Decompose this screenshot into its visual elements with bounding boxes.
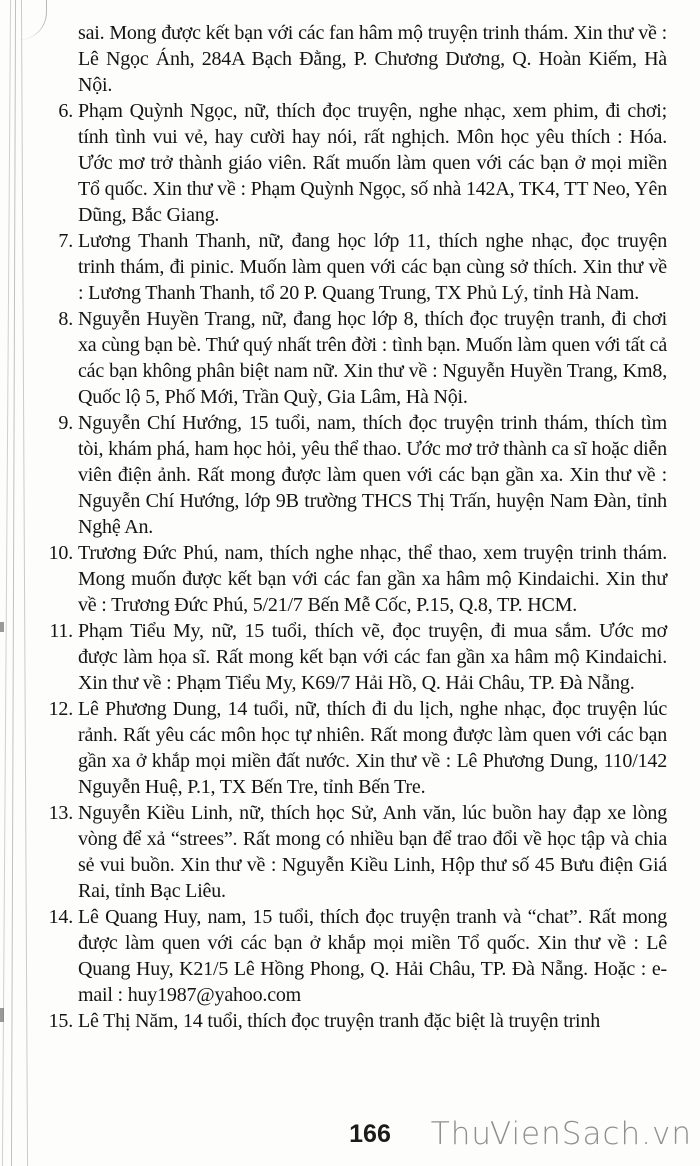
entry-text: Lương Thanh Thanh, nữ, đang học lớp 11, thích nghe nhạc, đọc truyện trinh thám, đi pinic. Muốn làm quen với các bạn cùng sở thích. Xin thư về : Lương Thanh Thanh, tổ 20 P. Quang Trung, TX Phủ Lý, tỉnh Hà Nam. (78, 230, 667, 304)
entry-number: 13. (48, 802, 73, 824)
list-entry (45, 228, 667, 306)
page-number: 166 (349, 1120, 391, 1148)
list-entry (45, 410, 667, 540)
scan-artifact-line (2, 0, 11, 1166)
scan-artifact-mark (0, 1008, 4, 1022)
entry-number: 6. (58, 100, 73, 122)
list-entry (45, 540, 667, 618)
entry-number: 11. (49, 620, 73, 642)
list-entry (45, 306, 667, 410)
entry-number: 12. (48, 698, 73, 720)
entry-number: 7. (58, 230, 73, 252)
entry-text: Nguyễn Huyền Trang, nữ, đang học lớp 8, thích đọc truyện tranh, đi chơi xa cùng bạn bè. Thứ quý nhất trên đời : tình bạn. Muốn làm quen với tất cả các bạn không phân biệt nam nữ. Xin thư về : Nguyễn Huyền Trang, Km8, Quốc lộ 5, Phố Mới, Trần Quỳ, Gia Lâm, Hà Nội. (78, 308, 667, 408)
scan-artifact-line (11, 0, 16, 1166)
entry-number: 15. (48, 1010, 73, 1032)
entry-number: 9. (58, 412, 73, 434)
list-entry (45, 696, 667, 800)
list-entry (45, 800, 667, 904)
entry-text: Nguyễn Chí Hướng, 15 tuổi, nam, thích đọc truyện trinh thám, thích tìm tòi, khám phá, ham học hỏi, yêu thể thao. Ước mơ trở thành ca sĩ hoặc diễn viên điện ảnh. Rất mong được làm quen với các bạn gần xa. Xin thư về : Nguyễn Chí Hướng, lớp 9B trường THCS Thị Trấn, huyện Nam Đàn, tỉnh Nghệ An. (78, 412, 667, 538)
list-entry (45, 904, 667, 1008)
list-entry (45, 618, 667, 696)
entry-text: Trương Đức Phú, nam, thích nghe nhạc, thể thao, xem truyện trinh thám. Mong muốn được kết bạn với các fan gần xa hâm mộ Kindaichi. Xin thư về : Trương Đức Phú, 5/21/7 Bến Mễ Cốc, P.15, Q.8, TP. HCM. (78, 542, 667, 616)
entry-text: Phạm Quỳnh Ngọc, nữ, thích đọc truyện, nghe nhạc, xem phim, đi chơi; tính tình vui vẻ, hay cười hay nói, rất nghịch. Môn học yêu thích : Hóa. Ước mơ trở thành giáo viên. Rất muốn làm quen với các bạn ở mọi miền Tổ quốc. Xin thư về : Phạm Quỳnh Ngọc, số nhà 142A, TK4, TT Neo, Yên Dũng, Bắc Giang. (78, 100, 667, 226)
watermark: ThuVienSach.vn (430, 1116, 692, 1152)
entry-text: Phạm Tiểu My, nữ, 15 tuổi, thích vẽ, đọc truyện, đi mua sắm. Ước mơ được làm họa sĩ. Rất mong kết bạn với các fan gần xa hâm mộ Kindaichi. Xin thư về : Phạm Tiểu My, K69/7 Hải Hồ, Q. Hải Châu, TP. Đà Nẵng. (78, 620, 667, 694)
scan-artifact-line (21, 0, 28, 1166)
scan-artifact-gutter-curve (0, 0, 47, 40)
text-block (45, 20, 667, 1034)
entry-text: Lê Thị Năm, 14 tuổi, thích đọc truyện tranh đặc biệt là truyện trinh (78, 1010, 600, 1032)
entry-number: 8. (58, 308, 73, 330)
list-entry (45, 1008, 667, 1034)
scan-artifact-mark (0, 622, 4, 632)
list-entry (45, 98, 667, 228)
entry-number: 14. (48, 906, 73, 928)
entry-text: Lê Quang Huy, nam, 15 tuổi, thích đọc truyện tranh và “chat”. Rất mong được làm quen với các bạn ở khắp mọi miền Tổ quốc. Xin thư về : Lê Quang Huy, K21/5 Lê Hồng Phong, Q. Hải Châu, TP. Đà Nẵng. Hoặc : e-mail : huy1987@yahoo.com (78, 906, 667, 1006)
intro-paragraph: sai. Mong được kết bạn với các fan hâm mộ truyện trinh thám. Xin thư về : Lê Ngọc Ánh, 284A Bạch Đằng, P. Chương Dương, Q. Hoàn Kiếm, Hà Nội. (78, 22, 667, 96)
entry-text: Lê Phương Dung, 14 tuổi, nữ, thích đi du lịch, nghe nhạc, đọc truyện lúc rảnh. Rất yêu các môn học tự nhiên. Rất mong được làm quen với các bạn gần xa ở khắp mọi miền đất nước. Xin thư về : Lê Phương Dung, 110/142 Nguyễn Huệ, P.1, TX Bến Tre, tỉnh Bến Tre. (78, 698, 667, 798)
entry-number: 10. (48, 542, 73, 564)
entry-text: Nguyễn Kiều Linh, nữ, thích học Sử, Anh văn, lúc buồn hay đạp xe lòng vòng để xả “strees”. Rất mong có nhiều bạn để trao đổi về học tập và chia sẻ vui buồn. Xin thư về : Nguyễn Kiều Linh, Hộp thư số 45 Bưu điện Giá Rai, tỉnh Bạc Liêu. (78, 802, 667, 902)
